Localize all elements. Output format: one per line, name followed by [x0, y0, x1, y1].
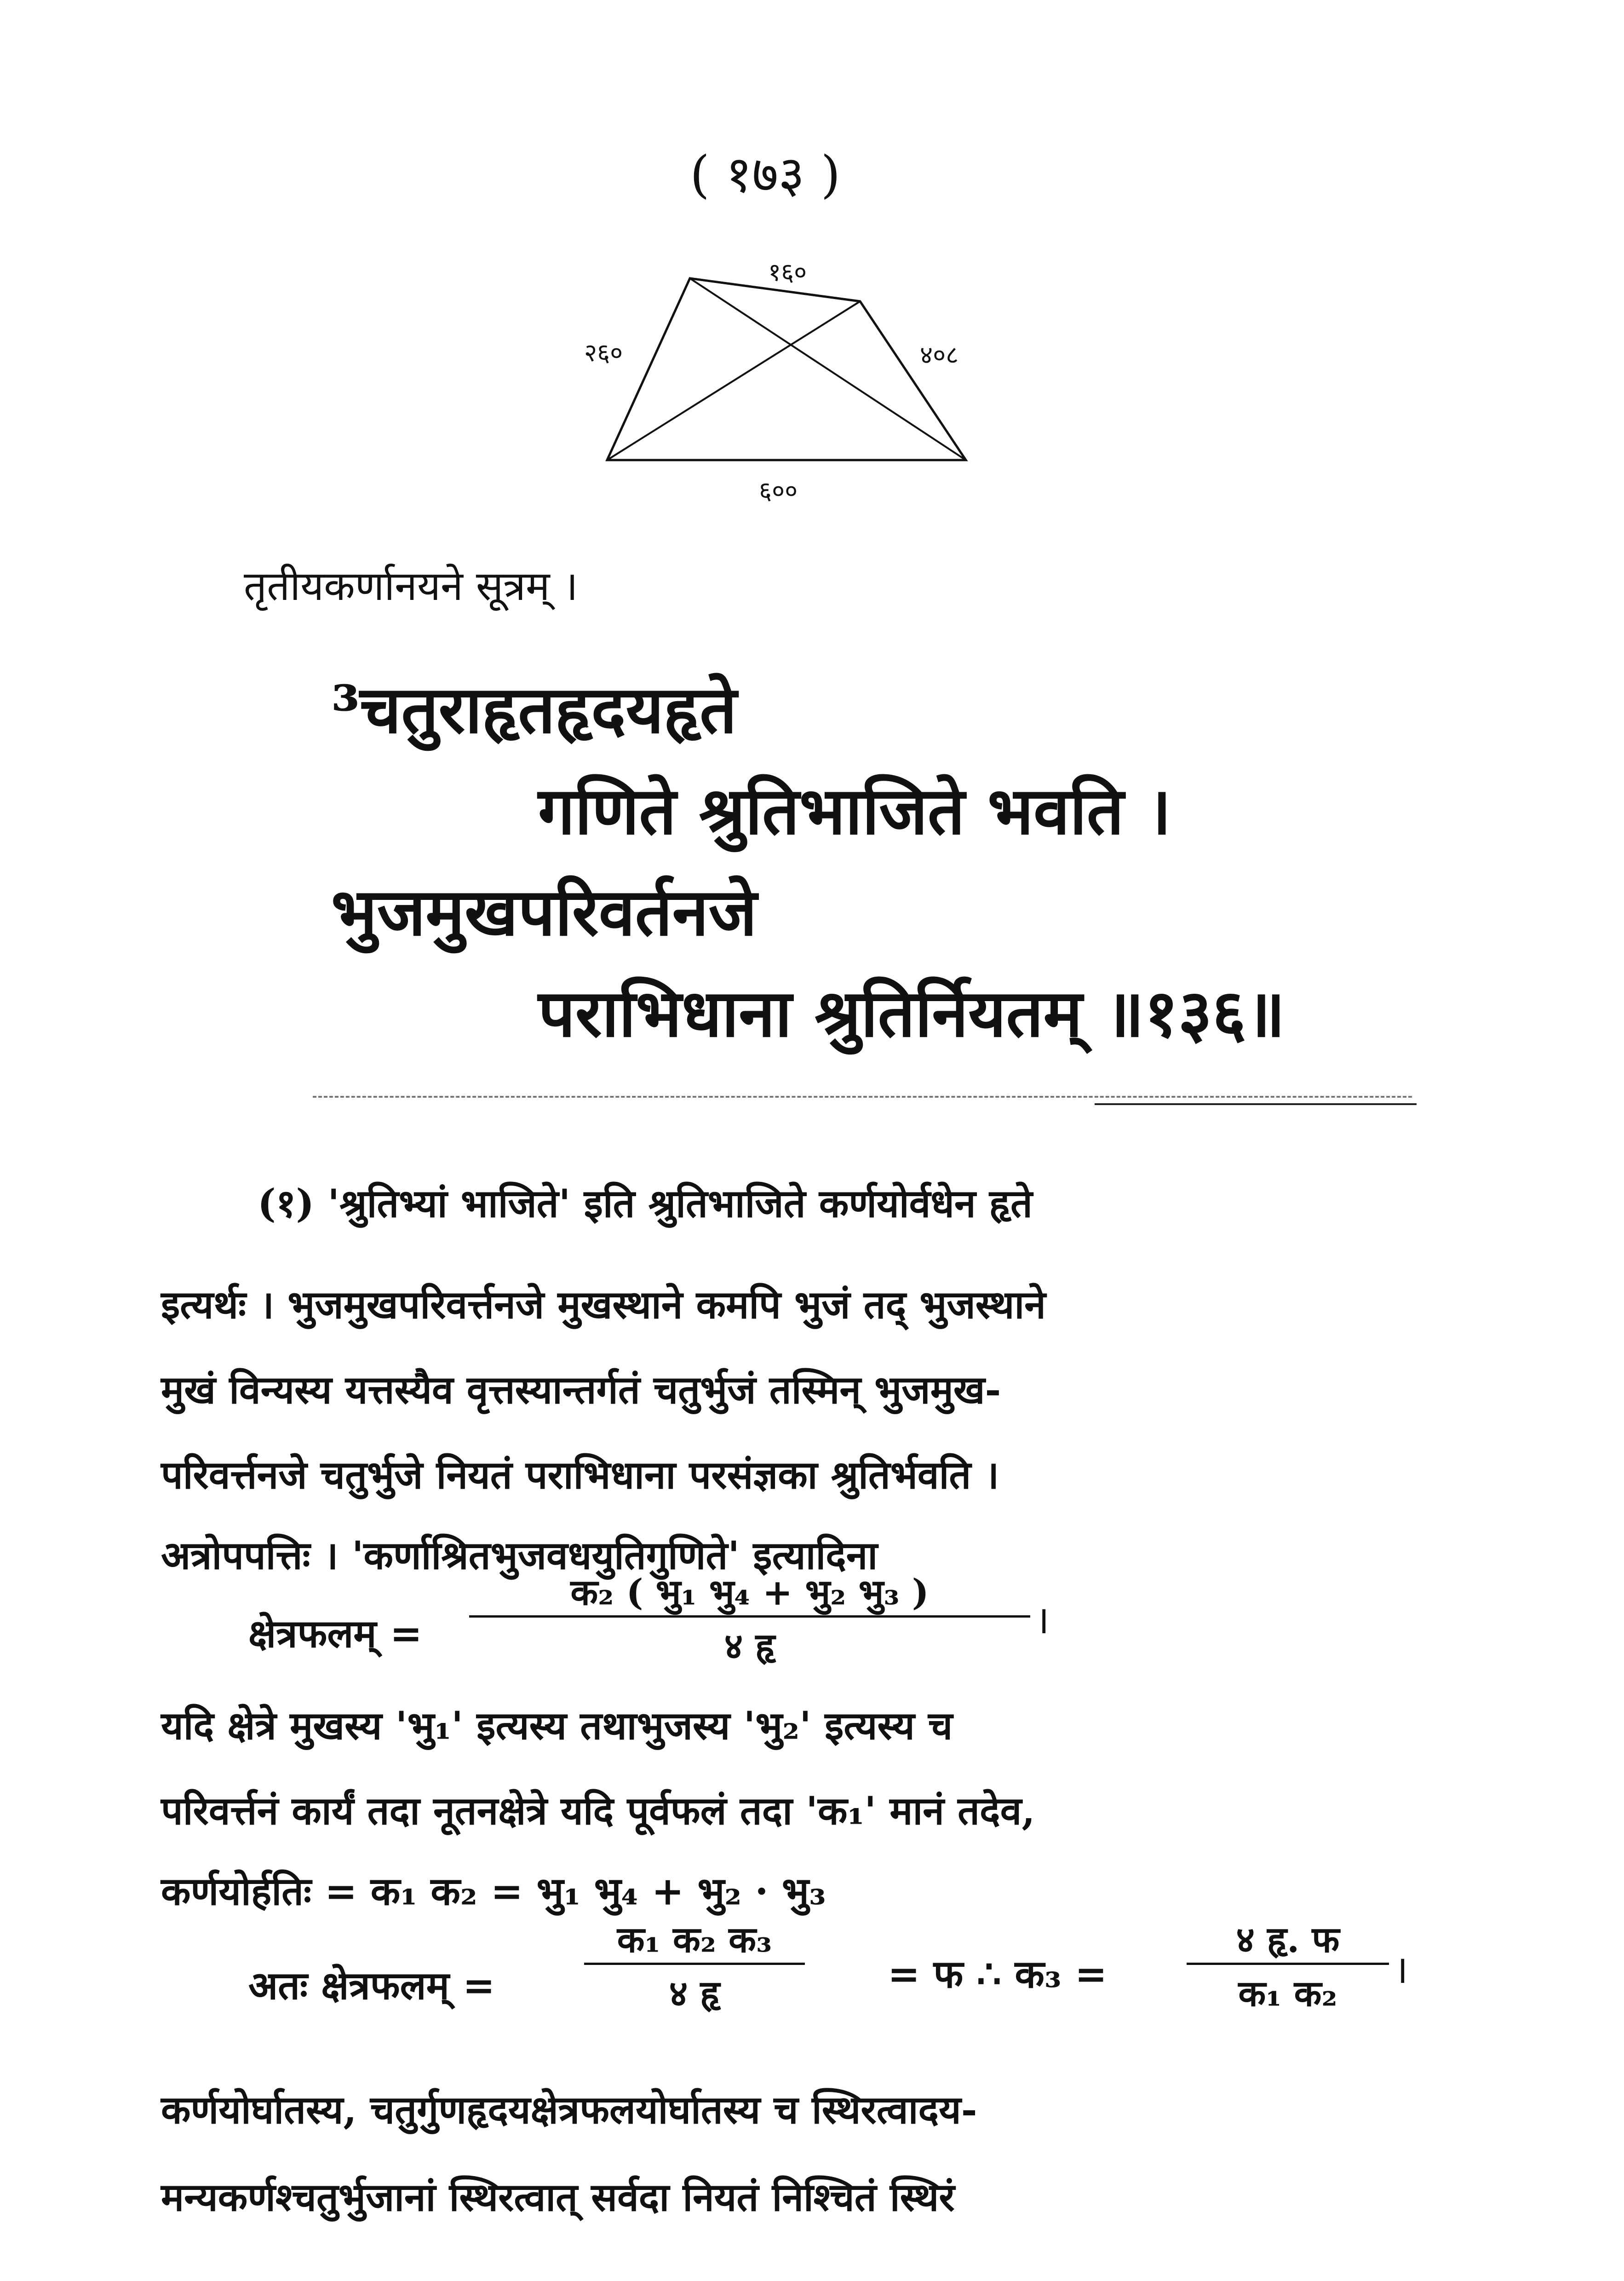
bottom-side-label: ६००	[759, 476, 798, 505]
commentary-line-8: कर्णयोर्हतिः = क₁ क₂ = भु₁ भु₄ + भु₂ · भु₃	[161, 1868, 826, 1914]
verse-line-4: पराभिधाना श्रुतिर्नियतम् ॥१३६॥	[538, 975, 1285, 1052]
commentary-line-10: मन्यकर्णश्चतुर्भुजानां स्थिरत्वात् सर्वदा नियतं निश्चितं स्थिरं	[161, 2174, 955, 2220]
formula2-denominator-2: क₁ क₂	[1238, 1973, 1337, 2015]
top-side-label: १६०	[768, 258, 807, 287]
commentary-line-7: परिवर्त्तनं कार्यं तदा नूतनक्षेत्रे यदि पूर्वफलं तदा 'क₁' मानं तदेव,	[161, 1788, 1035, 1833]
commentary-line-6: यदि क्षेत्रे मुखस्य 'भु₁' इत्यस्य तथाभुजस्य 'भु₂' इत्यस्य च	[161, 1703, 953, 1748]
commentary-line-5: अत्रोपपत्तिः । 'कर्णाश्रितभुजवधयुतिगुणिते' इत्यादिना	[161, 1532, 878, 1578]
formula2-fraction-2	[1187, 1914, 1389, 2016]
formula1-numerator: क₂ ( भु₁ भु₄ + भु₂ भु₃ )	[469, 1567, 1030, 1618]
verse-line-3: भुजमुखपरिवर्तनजे	[331, 874, 757, 950]
formula1-denominator: ४ हृ	[724, 1625, 775, 1667]
right-side-label: ४०८	[920, 340, 959, 369]
verse-line-1: ³चतुराहृतहृदयहृते	[331, 672, 737, 748]
quadrilateral-diagram	[543, 248, 1026, 529]
commentary-line-2: इत्यर्थः । भुजमुखपरिवर्त्तनजे मुखस्थाने कमपि भुजं तद् भुजस्थाने	[161, 1282, 1046, 1327]
formula2-end: ।	[1394, 1947, 1408, 1992]
left-side-label: २६०	[584, 338, 623, 367]
verse-line-2: गणिते श्रुतिभाजिते भवति ।	[538, 773, 1171, 849]
commentary-line-9: कर्णयोर्घातस्य, चतुर्गुणहृदयक्षेत्रफलयोर्घातस्य च स्थिरत्वादय-	[161, 2087, 977, 2132]
formula1-fraction	[469, 1567, 1030, 1669]
formula1-end: ।	[1035, 1597, 1050, 1642]
page-number: ( १७३ )	[690, 145, 841, 204]
formula2-middle: = फ ∴ क₃ =	[888, 1951, 1108, 1997]
diagonal-2	[607, 301, 860, 460]
quadrilateral-outline	[607, 278, 966, 460]
commentary-line-4: परिवर्त्तनजे चतुर्भुजे नियतं पराभिधाना परसंज्ञका श्रुतिर्भवति ।	[161, 1452, 999, 1498]
commentary-line-1: (१) 'श्रुतिभ्यां भाजिते' इति श्रुतिभाजिते कर्णयोर्वधेन हृते	[258, 1181, 1033, 1226]
formula2-label: अतः क्षेत्रफलम् =	[248, 1963, 495, 2008]
solid-divider	[1095, 1103, 1417, 1105]
formula2-numerator-2: ४ हृ. फ	[1187, 1914, 1389, 1965]
formula2-numerator: क₁ क₂ क₃	[584, 1914, 805, 1965]
formula1-label: क्षेत्रफलम् =	[248, 1611, 423, 1656]
formula2-fraction	[584, 1914, 805, 2016]
intro-line: तृतीयकर्णानयने सूत्रम् ।	[244, 562, 578, 610]
formula2-denominator: ४ हृ	[669, 1973, 720, 2015]
quadrilateral-svg	[543, 248, 1026, 529]
dashed-divider	[313, 1096, 1412, 1098]
commentary-line-3: मुखं विन्यस्य यत्तस्यैव वृत्तस्यान्तर्गतं चतुर्भुजं तस्मिन् भुजमुख-	[161, 1367, 1001, 1412]
